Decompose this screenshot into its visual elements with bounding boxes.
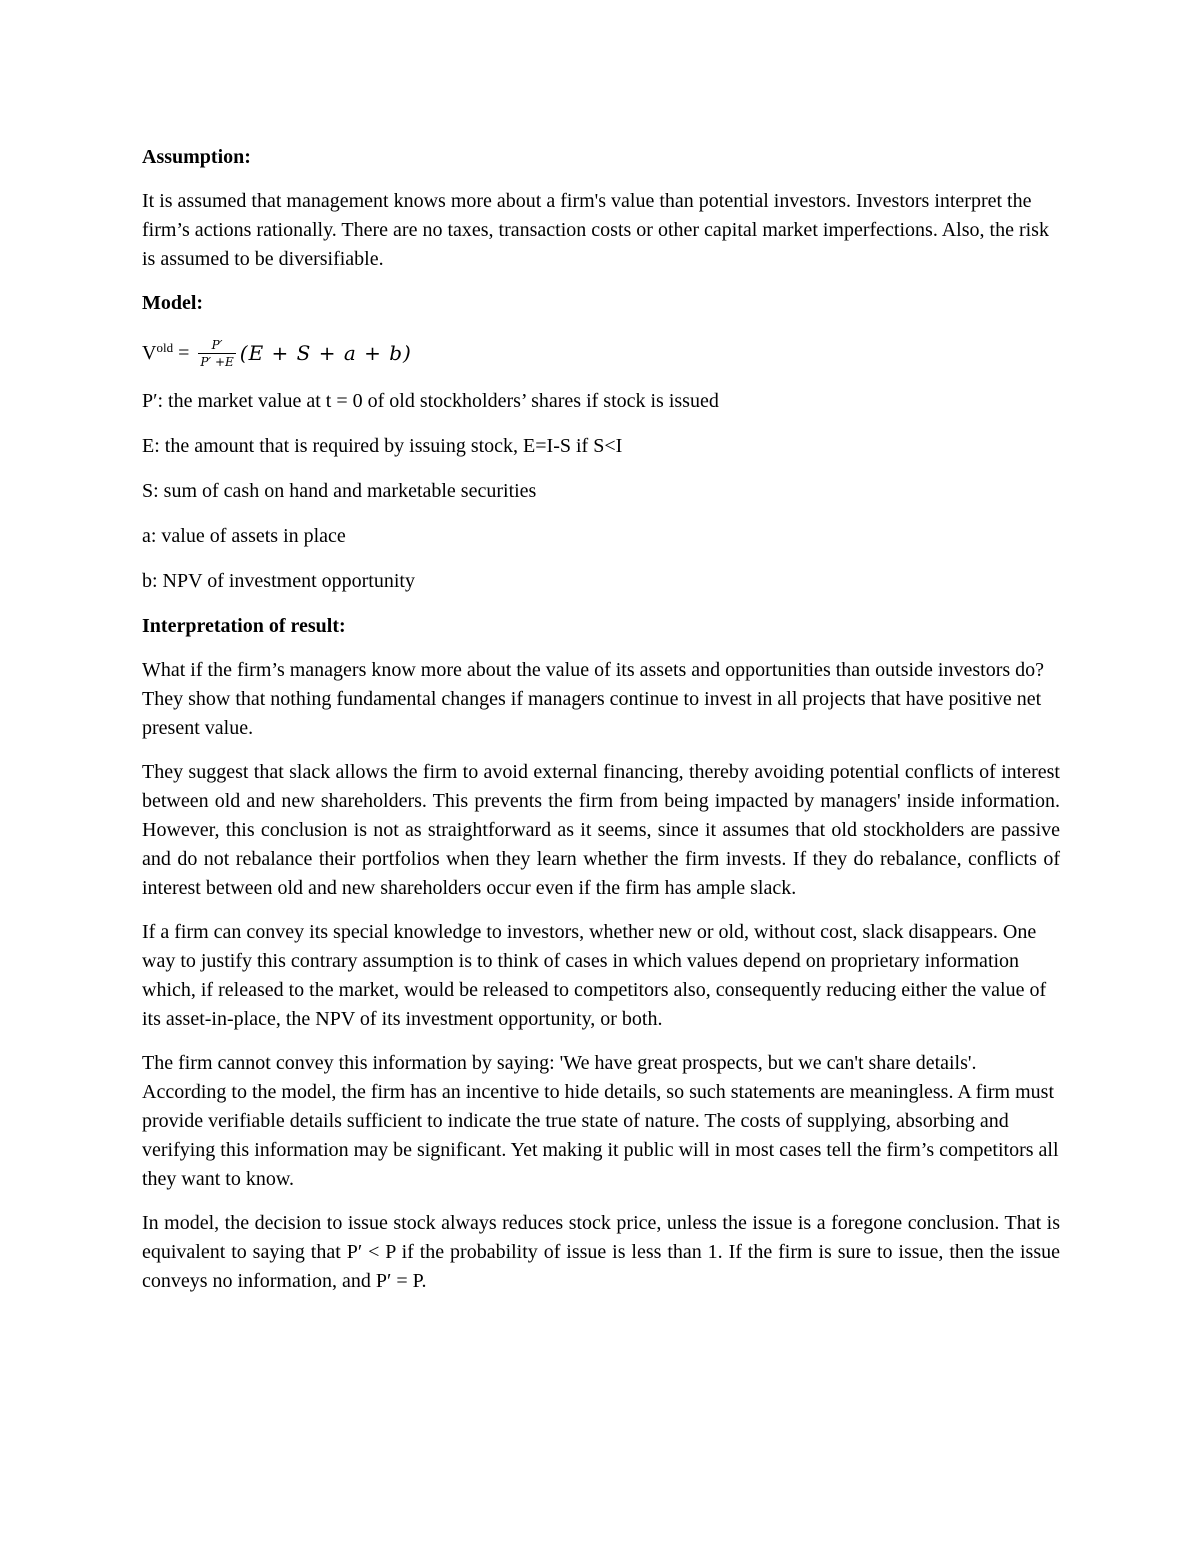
definition-e: E: the amount that is required by issuing stock, E=I-S if S<I	[142, 435, 623, 457]
interpretation-paragraph-5: In model, the decision to issue stock always reduces stock price, unless the issue is a foregone conclusion. That is equivalent to saying that P′ < P if the probability of issue is less than 1. If the firm is sure to issue, then the issue conveys no information, and P′ = P.	[142, 1212, 1060, 1292]
model-heading: Model:	[142, 292, 204, 314]
definition-p-prime: P′: the market value at t = 0 of old stockholders’ shares if stock is issued	[142, 390, 719, 412]
assumption-heading: Assumption:	[142, 146, 251, 168]
definition-b: b: NPV of investment opportunity	[142, 570, 415, 592]
interpretation-paragraph-3: If a firm can convey its special knowledge to investors, whether new or old, without cost, slack disappears. One way to justify this contrary assumption is to think of cases in which values depend on proprietary information which, if released to the market, would be released to competitors also, consequently reducing either the value of its asset-in-place, the NPV of its investment opportunity, or both.	[142, 921, 1047, 1030]
fraction-denominator: P′ +E	[200, 354, 234, 369]
formula-equals: =	[173, 341, 195, 364]
definition-a: a: value of assets in place	[142, 525, 346, 547]
interpretation-paragraph-1: What if the firm’s managers know more about the value of its assets and opportunities than outside investors do? They show that nothing fundamental changes if managers continue to invest in all projects that have positive net present value.	[142, 659, 1045, 739]
formula-lhs-superscript: old	[156, 339, 174, 355]
interpretation-paragraph-2: They suggest that slack allows the firm to avoid external financing, thereby avoiding potential conflicts of interest between old and new shareholders. This prevents the firm from being impacted by managers' inside information. However, this conclusion is not as straightforward as it seems, since it assumes that old stockholders are passive and do not rebalance their portfolios when they learn whether the firm invests. If they do rebalance, conflicts of interest between old and new shareholders occur even if the firm has ample slack.	[142, 761, 1060, 899]
formula-lhs	[142, 339, 173, 368]
formula-lhs-symbol: V	[142, 341, 157, 364]
model-formula	[142, 333, 1060, 373]
definition-s: S: sum of cash on hand and marketable securities	[142, 480, 537, 502]
formula-rhs: (E + S + a + b)	[239, 340, 412, 365]
interpretation-paragraph-4: The firm cannot convey this information by saying: 'We have great prospects, but we can't share details'. According to the model, the firm has an incentive to hide details, so such statements are meaningless. A firm must provide verifiable details sufficient to indicate the true state of nature. The costs of supplying, absorbing and verifying this information may be significant. Yet making it public will in most cases tell the firm’s competitors all they want to know.	[142, 1052, 1059, 1190]
interpretation-heading: Interpretation of result:	[142, 615, 346, 637]
document-page	[142, 143, 1060, 1311]
formula-fraction	[198, 338, 235, 369]
assumption-text: It is assumed that management knows more about a firm's value than potential investors. Investors interpret the firm’s actions rationally. There are no taxes, transaction costs or other capital market imperfections. Also, the risk is assumed to be diversifiable.	[142, 190, 1049, 270]
fraction-numerator: P′	[211, 337, 223, 352]
